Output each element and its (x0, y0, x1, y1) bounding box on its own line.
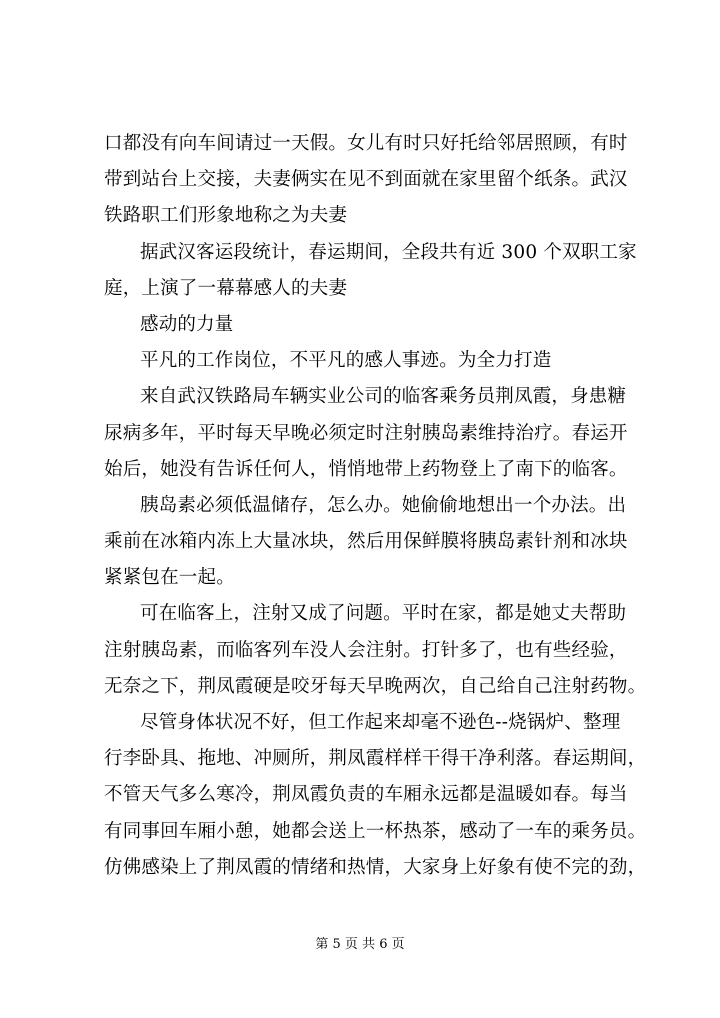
text-line: 行李卧具、拖地、冲厕所，荆凤霞样样干得干净利落。春运期间， (104, 748, 647, 770)
text-line: 来自武汉铁路局车辆实业公司的临客乘务员荆凤霞，身患糖 (140, 386, 627, 408)
text-line: 仿佛感染上了荆凤霞的情绪和热情，大家身上好象有使不完的劲， (104, 856, 647, 878)
text-line: 带到站台上交接，夫妻俩实在见不到面就在家里留个纸条。武汉 (104, 169, 628, 191)
text-line: 乘前在冰箱内冻上大量冰块，然后用保鲜膜将胰岛素针剂和冰块 (104, 531, 628, 553)
text-line: 铁路职工们形象地称之为夫妻 (104, 205, 348, 227)
text-line: 不管天气多么寒冷，荆凤霞负责的车厢永远都是温暖如春。每当 (104, 784, 628, 806)
text-line: 始后，她没有告诉任何人，悄悄地带上药物登上了南下的临客。 (104, 458, 628, 480)
text-line: 无奈之下，荆凤霞硬是咬牙每天早晚两次，自己给自己注射药物。 (104, 675, 647, 697)
text-line: 口都没有向车间请过一天假。女儿有时只好托给邻居照顾，有时 (104, 133, 628, 154)
text-line: 胰岛素必须低温储存，怎么办。她偷偷地想出一个办法。出 (140, 494, 627, 516)
text-line: 紧紧包在一起。 (104, 567, 235, 589)
text-line: 平凡的工作岗位，不平凡的感人事迹。为全力打造 (140, 350, 552, 372)
text-line: 感动的力量 (140, 313, 234, 335)
text-line: 据武汉客运段统计，春运期间，全段共有近 300 个双职工家 (140, 241, 637, 263)
text-line: 注射胰岛素，而临客列车没人会注射。打针多了，也有些经验， (104, 639, 628, 661)
body-text (104, 126, 647, 886)
text-line: 尽管身体状况不好，但工作起来却毫不逊色--烧锅炉、整理 (140, 712, 621, 733)
text-line: 有同事回车厢小憩，她都会送上一杯热茶，感动了一车的乘务员。 (104, 820, 647, 842)
text-line: 尿病多年，平时每天早晚必须定时注射胰岛素维持治疗。春运开 (104, 422, 628, 444)
text-line: 庭，上演了一幕幕感人的夫妻 (104, 277, 348, 299)
text-line: 可在临客上，注射又成了问题。平时在家，都是她丈夫帮助 (140, 603, 627, 625)
page-footer: 第 5 页 共 6 页 (315, 937, 405, 952)
